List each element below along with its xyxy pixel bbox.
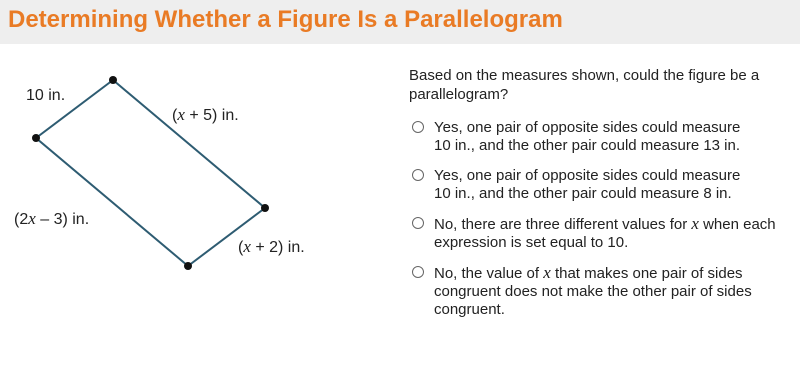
parallelogram-figure: [0, 44, 400, 383]
vertex-right: [261, 204, 269, 212]
vertex-bottom: [184, 262, 192, 270]
radio-button-icon[interactable]: [412, 266, 424, 278]
answer-option-4[interactable]: [412, 264, 792, 319]
question-prompt: Based on the measures shown, could the figure be a parallelogram?: [409, 67, 760, 103]
answer-option-3[interactable]: [412, 215, 792, 252]
option-text-line: No, there are three different values for x when each: [434, 214, 776, 233]
side-label-bottom-right: (x + 2) in.: [238, 237, 305, 256]
side-label-bottom-left: (2x – 3) in.: [14, 209, 90, 228]
side-label-top-right: (x + 5) in.: [172, 105, 239, 124]
radio-button-icon[interactable]: [412, 169, 424, 181]
answer-option-2[interactable]: [412, 167, 792, 203]
option-text-line: congruent.: [434, 301, 505, 318]
radio-button-icon[interactable]: [412, 217, 424, 229]
header-bar: [0, 0, 800, 44]
option-text-line: expression is set equal to 10.: [434, 234, 629, 251]
side-label-top-left: 10 in.: [26, 87, 66, 104]
option-text-line: No, the value of x that makes one pair of sides: [434, 263, 743, 282]
radio-button-icon[interactable]: [412, 121, 424, 133]
vertex-top: [109, 76, 117, 84]
answer-option-1[interactable]: [412, 119, 792, 155]
option-text-line: 10 in., and the other pair could measure 8 in.: [434, 185, 732, 202]
vertex-left: [32, 134, 40, 142]
answer-options: [412, 119, 792, 331]
option-text-line: Yes, one pair of opposite sides could measure: [434, 167, 741, 184]
option-text-line: 10 in., and the other pair could measure 13 in.: [434, 137, 741, 154]
page-title: Determining Whether a Figure Is a Parallelogram: [8, 6, 563, 33]
option-text-line: congruent does not make the other pair of sides: [434, 283, 752, 300]
option-text-line: Yes, one pair of opposite sides could measure: [434, 119, 741, 136]
